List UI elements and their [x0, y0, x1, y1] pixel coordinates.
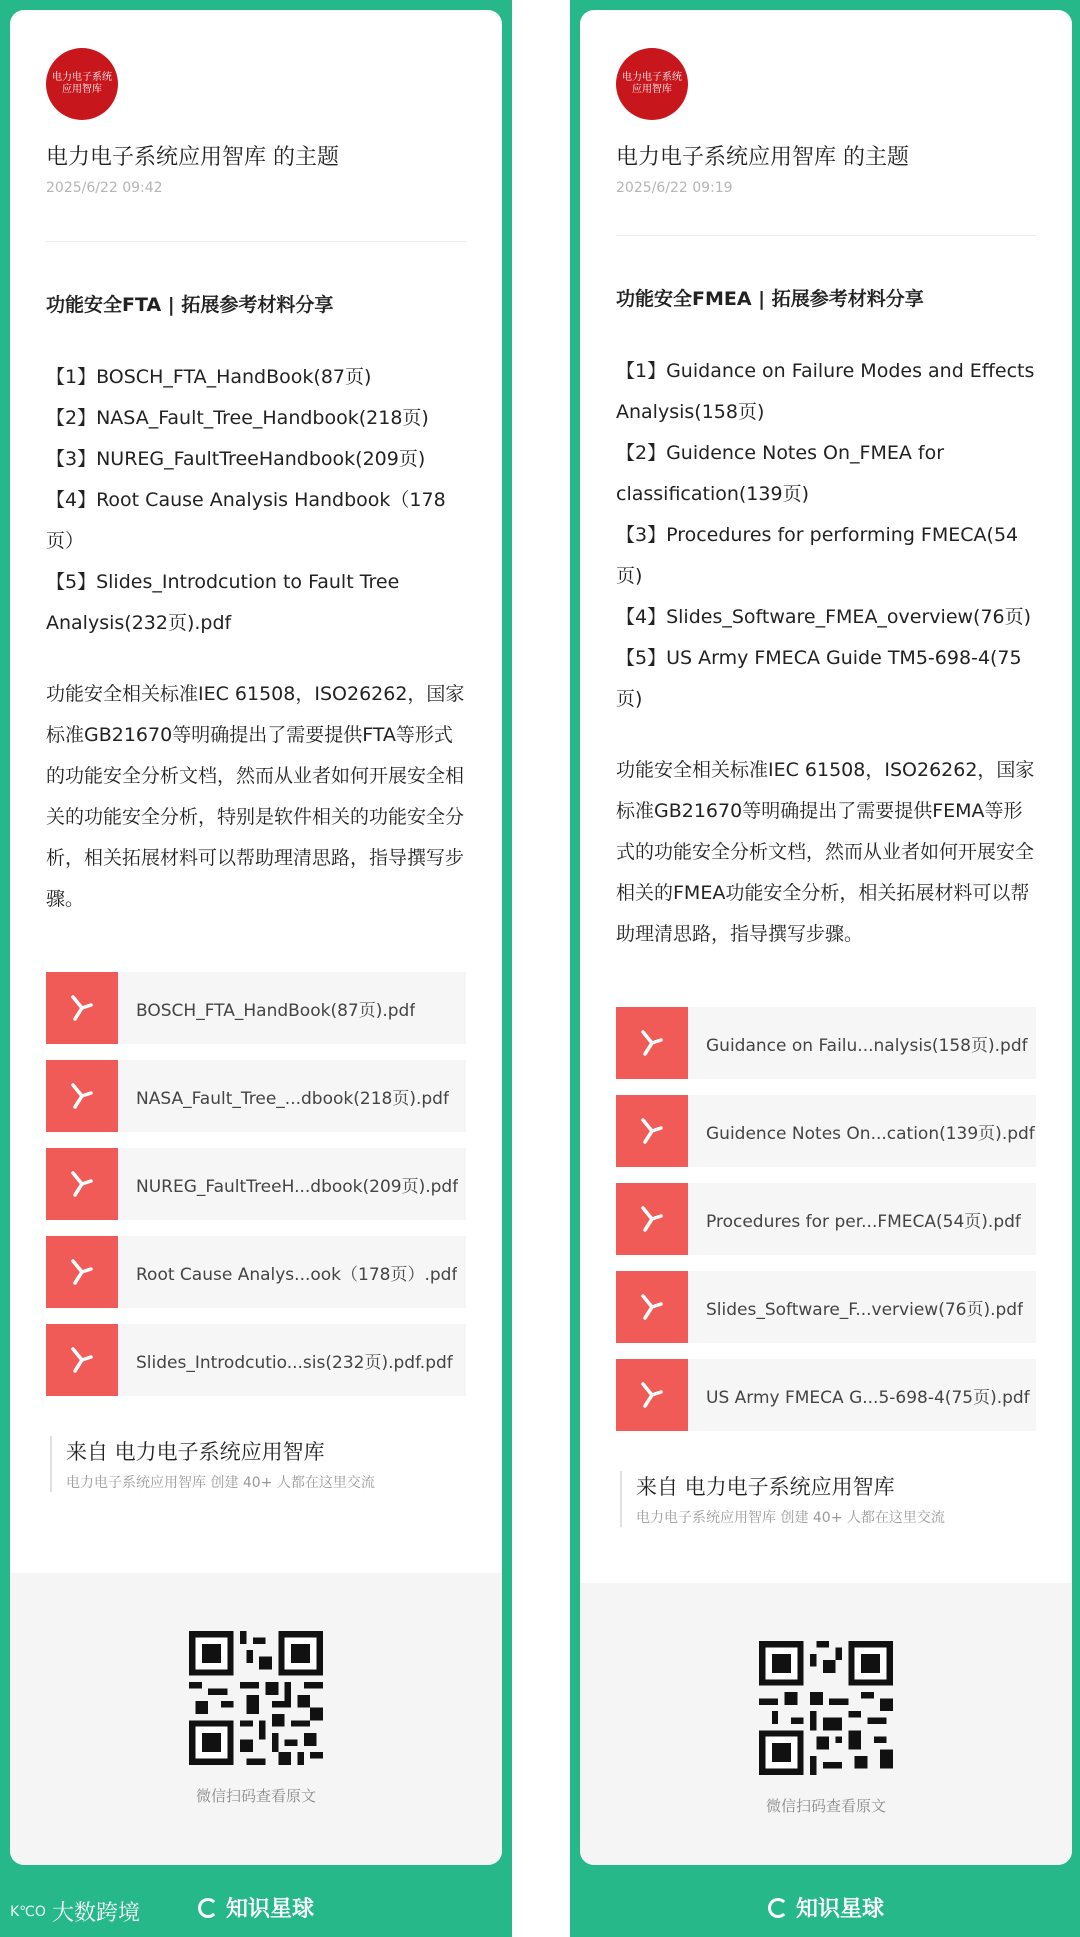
qr-code[interactable]: [759, 1641, 893, 1775]
post-time: 2025/6/22 09:19: [616, 180, 733, 196]
file-name: Slides_Introdcutio...sis(232页).pdf.pdf: [136, 1352, 453, 1373]
planet-icon: [198, 1898, 218, 1918]
post-paragraph: 功能安全相关标准IEC 61508，ISO26262，国家标准GB21670等明确提出了需要提供FTA等形式的功能安全分析文档，然而从业者如何开展安全相关的功能安全分析，特别是软件相关的功能安全分析，相关拓展材料可以帮助理清思路，指导撰写步骤。: [46, 683, 465, 910]
file-name: Procedures for per...FMECA(54页).pdf: [706, 1211, 1021, 1232]
post-title: 功能安全FTA | 拓展参考材料分享: [46, 294, 334, 316]
pdf-attachment[interactable]: [46, 1148, 466, 1220]
watermark-logo: K℃O: [10, 1903, 46, 1920]
pdf-attachment[interactable]: [46, 1236, 466, 1308]
left-post-panel: [0, 0, 512, 1937]
pdf-icon: [46, 972, 118, 1044]
list-item: 【2】Guidence Notes On_FMEA for classification(139页): [616, 442, 945, 505]
pdf-icon: [616, 1271, 688, 1343]
file-name: Guidence Notes On...cation(139页).pdf: [706, 1123, 1035, 1144]
source-title: 来自 电力电子系统应用智库: [66, 1440, 325, 1464]
source-title: 来自 电力电子系统应用智库: [636, 1475, 895, 1499]
post-paragraph: 功能安全相关标准IEC 61508，ISO26262，国家标准GB21670等明确提出了需要提供FEMA等形式的功能安全分析文档，然而从业者如何开展安全相关的FMEA功能安全分析，相关拓展材料可以帮助理清思路，指导撰写步骤。: [616, 759, 1035, 945]
attachment-list: [616, 1007, 1036, 1431]
material-list: [46, 357, 466, 644]
file-name: US Army FMECA G...5-698-4(75页).pdf: [706, 1387, 1030, 1408]
brand-name: 知识星球: [795, 1897, 884, 1922]
avatar[interactable]: 电力电子系统应用智库: [46, 48, 118, 120]
post-body: [10, 290, 502, 1492]
post-header: [10, 10, 502, 242]
pdf-attachment[interactable]: [616, 1271, 1036, 1343]
file-name: Guidance on Failu...nalysis(158页).pdf: [706, 1035, 1028, 1056]
pdf-icon: [46, 1060, 118, 1132]
source-block[interactable]: [620, 1471, 1036, 1527]
watermark: [10, 1896, 140, 1927]
right-post-panel: [570, 0, 1080, 1937]
list-item: 【3】Procedures for performing FMECA(54页): [616, 524, 1019, 587]
post-title: 功能安全FMEA | 拓展参考材料分享: [616, 288, 924, 310]
list-item: 【3】NUREG_FaultTreeHandbook(209页): [46, 448, 426, 470]
file-name: BOSCH_FTA_HandBook(87页).pdf: [136, 1000, 416, 1021]
pdf-icon: [46, 1236, 118, 1308]
pdf-icon: [616, 1095, 688, 1167]
list-item: 【4】Slides_Software_FMEA_overview(76页): [616, 606, 1032, 628]
file-name: NUREG_FaultTreeH...dbook(209页).pdf: [136, 1176, 459, 1197]
file-name: NASA_Fault_Tree_...dbook(218页).pdf: [136, 1088, 449, 1109]
source-block[interactable]: [50, 1436, 466, 1492]
topic-title: 电力电子系统应用智库 的主题: [616, 145, 909, 170]
qr-section: [10, 1573, 502, 1865]
planet-icon: [768, 1898, 788, 1918]
watermark-text: 大数跨境: [51, 1901, 140, 1926]
pdf-attachment[interactable]: [46, 1060, 466, 1132]
pdf-attachment[interactable]: [616, 1007, 1036, 1079]
divider: [616, 235, 1036, 236]
attachment-list: [46, 972, 466, 1396]
qr-caption: 微信扫码查看原文: [195, 1787, 316, 1805]
file-name: Root Cause Analys...ook（178页）.pdf: [136, 1264, 458, 1285]
qr-code[interactable]: [189, 1631, 323, 1765]
source-subtitle: 电力电子系统应用智库 创建 40+ 人都在这里交流: [636, 1510, 945, 1526]
list-item: 【4】Root Cause Analysis Handbook（178页）: [46, 489, 446, 552]
list-item: 【5】US Army FMECA Guide TM5-698-4(75页): [616, 647, 1022, 710]
topic-title: 电力电子系统应用智库 的主题: [46, 145, 339, 170]
pdf-attachment[interactable]: [616, 1183, 1036, 1255]
list-item: 【2】NASA_Fault_Tree_Handbook(218页): [46, 407, 429, 429]
post-body: [580, 284, 1072, 1527]
post-header: [580, 10, 1072, 236]
list-item: 【1】BOSCH_FTA_HandBook(87页): [46, 366, 372, 388]
brand-name: 知识星球: [225, 1897, 314, 1922]
pdf-attachment[interactable]: [46, 1324, 466, 1396]
pdf-icon: [616, 1183, 688, 1255]
pdf-attachment[interactable]: [46, 972, 466, 1044]
post-card: [580, 10, 1072, 1865]
post-time: 2025/6/22 09:42: [46, 180, 163, 196]
list-item: 【1】Guidance on Failure Modes and Effects Analysis(158页): [616, 360, 1035, 423]
qr-caption: 微信扫码查看原文: [765, 1797, 886, 1815]
pdf-icon: [46, 1324, 118, 1396]
pdf-icon: [616, 1007, 688, 1079]
pdf-icon: [616, 1359, 688, 1431]
pdf-icon: [46, 1148, 118, 1220]
material-list: [616, 351, 1036, 720]
avatar[interactable]: 电力电子系统应用智库: [616, 48, 688, 120]
pdf-attachment[interactable]: [616, 1359, 1036, 1431]
divider: [46, 241, 466, 242]
file-name: Slides_Software_F...verview(76页).pdf: [706, 1299, 1024, 1320]
brand-footer: [570, 1892, 1080, 1923]
pdf-attachment[interactable]: [616, 1095, 1036, 1167]
source-subtitle: 电力电子系统应用智库 创建 40+ 人都在这里交流: [66, 1475, 375, 1491]
qr-section: [580, 1583, 1072, 1865]
list-item: 【5】Slides_Introdcution to Fault Tree Analysis(232页).pdf: [46, 571, 400, 634]
post-card: [10, 10, 502, 1865]
